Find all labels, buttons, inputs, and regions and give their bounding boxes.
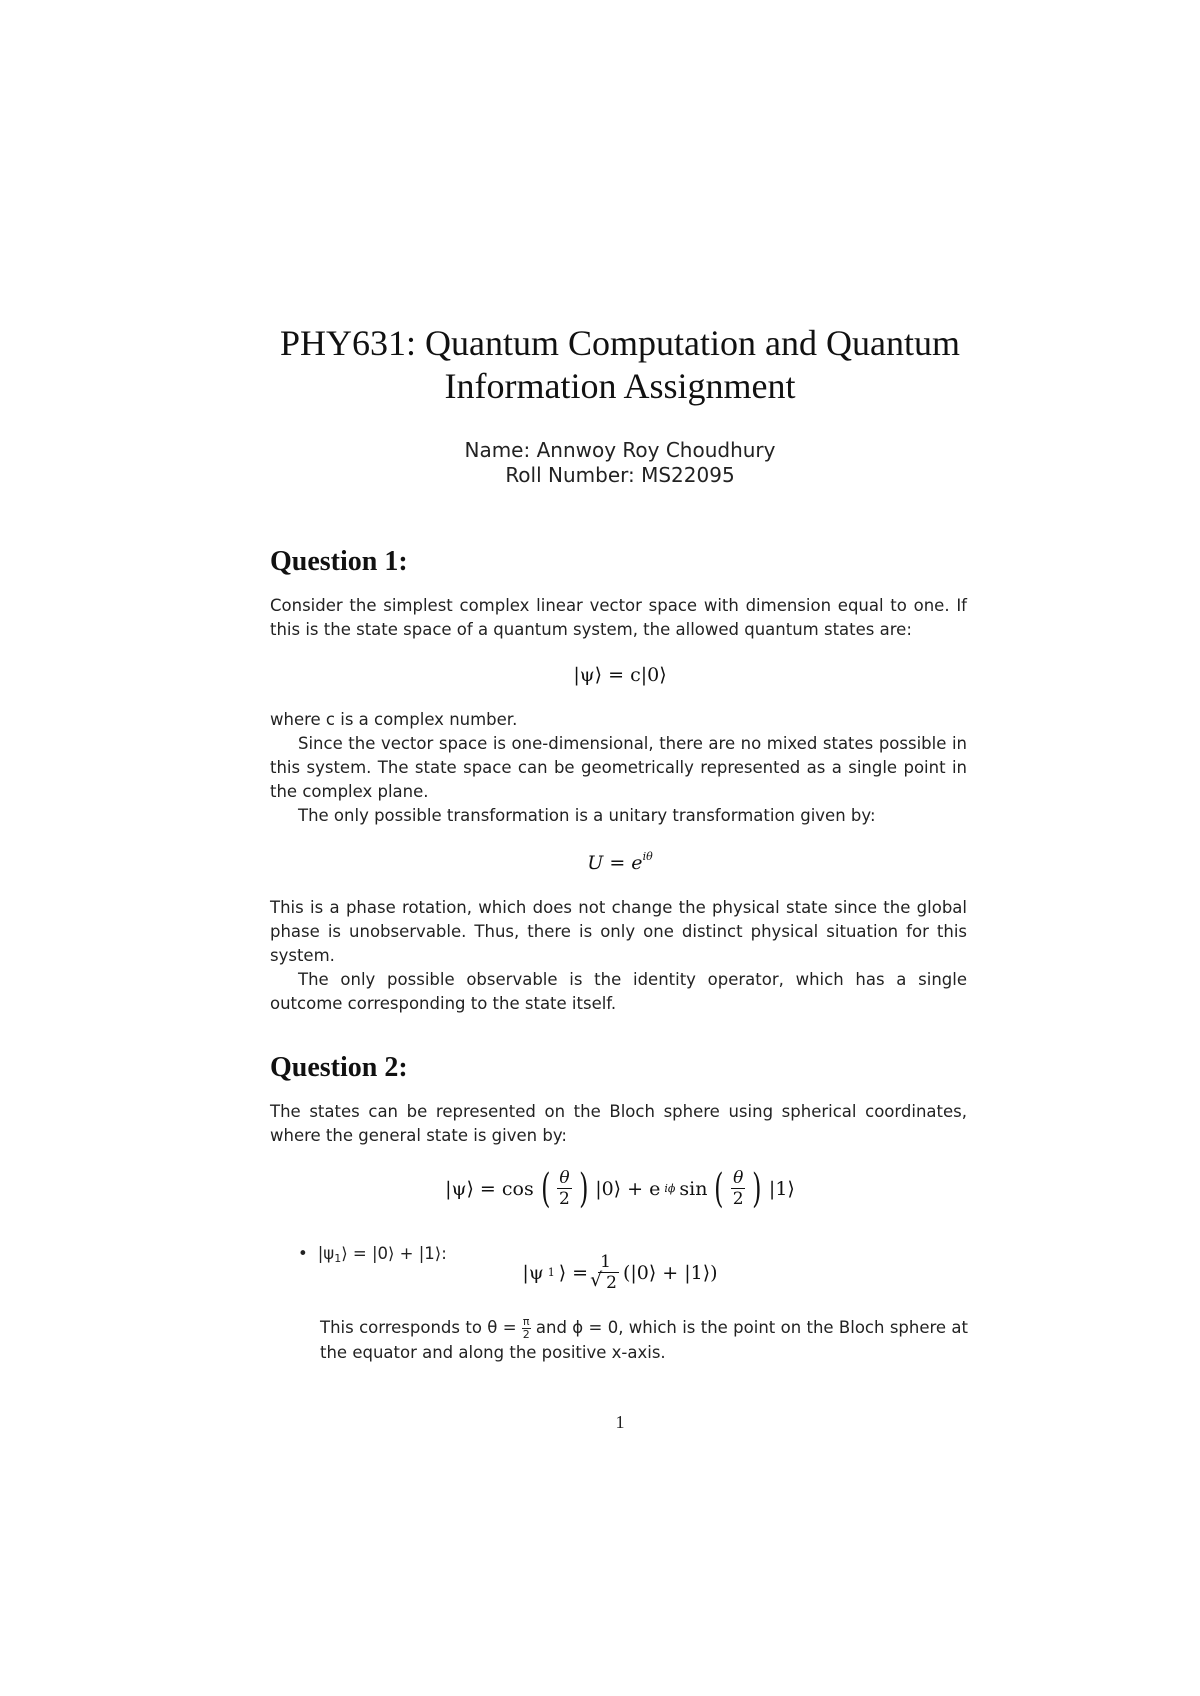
title-line-2: Information Assignment xyxy=(444,366,796,406)
unitary-lhs: U = e xyxy=(587,852,643,874)
q1-equation-state: |ψ⟩ = c|0⟩ xyxy=(573,664,667,686)
general-state-end: |1⟩ xyxy=(768,1177,795,1200)
theta-over-two-fraction-1 xyxy=(557,1168,571,1209)
bullet-label-post: ⟩ = |0⟩ + |1⟩: xyxy=(341,1244,447,1263)
q1-paragraph-1: Consider the simplest complex linear vector space with dimension equal to one. If this is the state space of a quantum system, the allowed quantum states are: xyxy=(270,596,967,639)
fraction-numerator: θ xyxy=(559,1168,570,1188)
fraction-numerator: θ xyxy=(733,1168,744,1188)
question-1-heading: Question 1: xyxy=(270,546,408,577)
fraction-denominator: 2 xyxy=(559,1189,570,1209)
theta-over-two-fraction-2 xyxy=(731,1168,745,1209)
q2-equation-general-state xyxy=(0,1165,1200,1212)
question-2-heading: Question 2: xyxy=(270,1052,408,1083)
bullet-icon: • xyxy=(298,1244,308,1263)
author-name: Name: Annwoy Roy Choudhury xyxy=(464,438,776,462)
right-paren: ) xyxy=(578,1165,589,1212)
author-block xyxy=(0,438,1200,488)
desc-pre: This corresponds to θ = xyxy=(320,1318,517,1337)
q1-paragraph-6: The only possible observable is the identity operator, which has a single outcome corresponding to the state itself. xyxy=(270,970,967,1013)
pi-over-two-fraction xyxy=(522,1316,531,1341)
psi1-lhs-pre: |ψ xyxy=(522,1261,544,1284)
fraction-denominator: 2 xyxy=(522,1328,530,1341)
unitary-exponent: iθ xyxy=(642,850,653,863)
document-title xyxy=(0,322,1200,408)
sqrt-radicand: 2 xyxy=(606,1273,617,1293)
q1-paragraph-2: where c is a complex number. xyxy=(270,710,518,729)
q1-equation-unitary xyxy=(0,850,1200,874)
fraction-denominator: 2 xyxy=(732,1189,744,1209)
sin-function: sin xyxy=(679,1177,708,1200)
title-line-1: PHY631: Quantum Computation and Quantum xyxy=(280,323,960,363)
left-paren: ( xyxy=(540,1165,551,1212)
bullet-label-pre: |ψ xyxy=(317,1244,335,1263)
q2-paragraph-1: The states can be represented on the Bloch sphere using spherical coordinates, where the general state is given by: xyxy=(270,1102,967,1145)
general-state-mid: |0⟩ + e xyxy=(595,1177,661,1200)
bullet-label-sub: 1 xyxy=(334,1252,342,1265)
fraction-denominator xyxy=(592,1273,619,1293)
psi1-lhs-sub: 1 xyxy=(547,1266,555,1279)
sqrt-symbol xyxy=(592,1273,619,1293)
q1-paragraph-4: The only possible transformation is a unitary transformation given by: xyxy=(298,806,876,825)
psi1-lhs-post: ⟩ = xyxy=(558,1261,589,1284)
desc-post: and ϕ = 0, which is the point on the Bloch sphere at the equator and along the positive x-axis. xyxy=(320,1318,969,1362)
psi1-rhs: (|0⟩ + |1⟩) xyxy=(622,1261,718,1284)
phase-exponent: iϕ xyxy=(664,1182,676,1195)
author-roll: Roll Number: MS22095 xyxy=(505,463,735,487)
right-paren: ) xyxy=(752,1165,762,1212)
one-over-sqrt-two-fraction xyxy=(592,1252,619,1293)
q1-paragraph-3: Since the vector space is one-dimensional, there are no mixed states possible in this system. The state space can be geometrically represented as a single point in the complex plane. xyxy=(270,734,967,801)
fraction-numerator: 1 xyxy=(600,1252,611,1272)
bullet-1-description xyxy=(320,1316,968,1365)
fraction-numerator: π xyxy=(522,1315,530,1328)
page-number: 1 xyxy=(615,1412,625,1432)
q1-paragraph-5: This is a phase rotation, which does not change the physical state since the global phase is unobservable. Thus, there is only one distinct physical situation for this system. xyxy=(270,898,967,965)
left-paren: ( xyxy=(714,1165,724,1212)
q2-equation-psi1 xyxy=(0,1252,1200,1293)
general-state-lhs: |ψ⟩ = cos xyxy=(445,1177,534,1200)
